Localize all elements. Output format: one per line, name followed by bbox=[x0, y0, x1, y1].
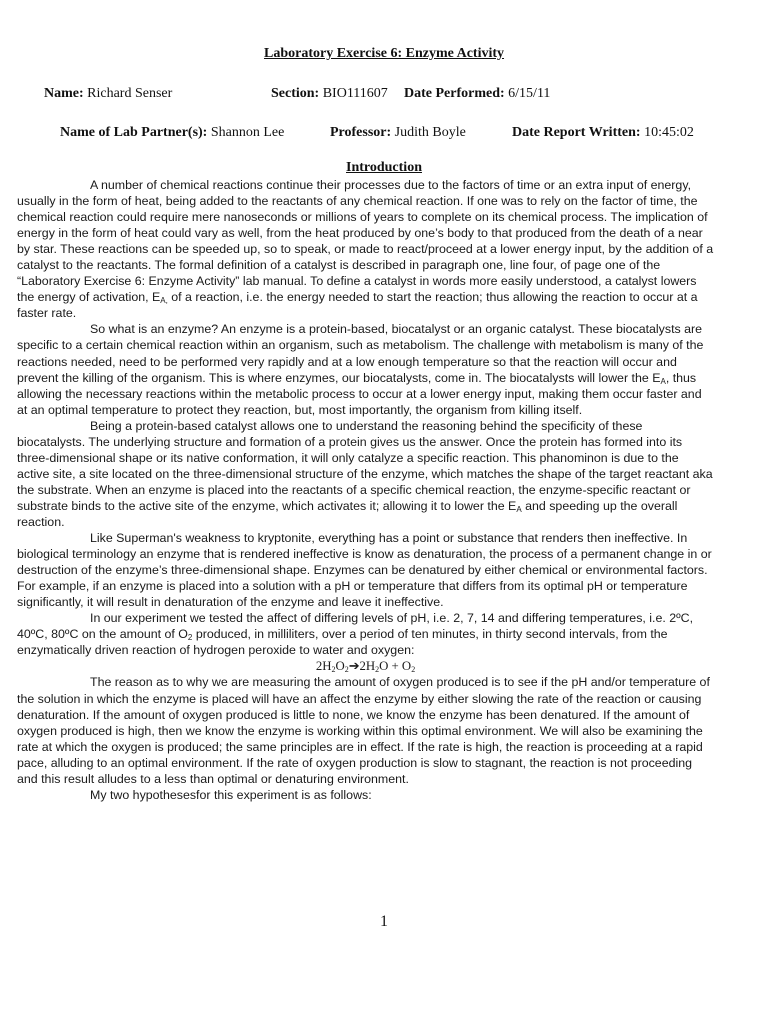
paragraph-experiment: In our experiment we tested the affect of differing levels of pH, i.e. 2, 7, 14 and differing temperatures, i.e. 2ºC, 40ºC, 80ºC on the amount of $O_2$ produced, in milliliters, over a period of ten minutes, in thirty second intervals, from the enzymatically driven reaction of hydrogen peroxide to water and oxygen: bbox=[17, 611, 694, 658]
professor-value: Judith Boyle bbox=[394, 125, 466, 140]
section-field bbox=[271, 86, 388, 102]
professor-label: Professor: bbox=[330, 125, 392, 140]
page-number: 1 bbox=[380, 913, 388, 930]
date-performed-field bbox=[404, 86, 550, 102]
date-written-value: 10:45:02 bbox=[644, 125, 694, 140]
lab-partner-label: Name of Lab Partner(s): bbox=[60, 125, 208, 140]
paragraph-specificity: Being a protein-based catalyst allows one to understand the reasoning behind the specificity of these biocatalysts. The underlying structure and formation of a protein gives us the answer. Once the protein has formed into its three-dimensional shape or its native conformation, it will only catalyze a specific reaction. This phanominon is due to the active site, a site located on the three-dimensional structure of the enzyme, which matches the shape of the target reactant aka the substrate. When an enzyme is placed into the reactants of a specific chemical reaction, the enzyme-specific reactant or substrate binds to the active site of the enzyme, which activates it; allowing it to lower the $E_A$ and speeding up the overall reaction. bbox=[17, 418, 713, 529]
lab-partner-value: Shannon Lee bbox=[210, 125, 285, 140]
paragraph-denaturation: Like Superman's weakness to kryptonite, everything has a point or substance that renders then ineffective. In biological terminology an enzyme that is rendered ineffective is know as denaturation, the process of a permanent change in or destruction of the enzyme’s three-dimensional shape. Enzymes can be denatured by either chemical or environmental factors. For example, if an enzyme is placed into a solution with a pH or temperature that differs from its optimal pH or temperature significantly, it will result in denaturation of the enzyme and leave it ineffective. bbox=[17, 531, 712, 610]
paragraph-enzyme: So what is an enzyme? An enzyme is a protein-based, biocatalyst or an organic catalyst. These biocatalysts are specific to a certain chemical reaction within an organism, such as metabolism. The challenge with metabolism is many of the reactions needed, need to be performed very rapidly and at a low enough temperature so that the reaction will occur and prevent the killing of the organism. This is where enzymes, our biocatalysts, come in. The biocatalysts will lower the $E_A$, thus allowing the necessary reactions within the metabolic process to occur at a lower energy input, making them occur faster and at an optimal temperature to protect they reaction, but, most importantly, the organism from killing itself. bbox=[17, 322, 704, 417]
reaction-equation: $2H_2O_2➔2H_2O + O_2$ bbox=[315, 659, 416, 675]
date-performed-value: 6/15/11 bbox=[508, 86, 551, 101]
paragraph-hypotheses: My two hypothesesfor this experiment is as follows: bbox=[90, 787, 372, 802]
name-value: Richard Senser bbox=[87, 86, 173, 101]
section-label: Section: bbox=[271, 86, 320, 101]
name-label: Name: bbox=[44, 86, 84, 101]
paragraph-catalyst: A number of chemical reactions continue their processes due to the factors of time or an extra input of energy, usually in the form of heat, being added to the reactants of any chemical reaction. If one was to rely on the factor of time, the chemical reaction could require mere nanoseconds or millions of years to complete on its chemical process. The implication of energy in the form of heat could vary as well, from the heat produced by one’s body to that produced from the death of a near by star. These reactions can be speeded up, so to speak, or made to react/proceed at a lower energy input, by the addition of a catalyst to the reactants. The formal definition of a catalyst is described in paragraph one, line four, of page one of the “Laboratory Exercise 6: Enzyme Activity” lab manual. To define a catalyst in words more easily understood, a catalyst lowers the energy of activation, $E_{A,}$ of a reaction, i.e. the energy needed to start the reaction; thus allowing the reaction to occur at a faster rate. bbox=[17, 178, 714, 321]
date-written-label: Date Report Written: bbox=[512, 125, 641, 140]
document-title: Laboratory Exercise 6: Enzyme Activity bbox=[263, 46, 505, 61]
professor-field bbox=[330, 125, 466, 141]
section-value: BIO111607 bbox=[322, 86, 388, 101]
date-performed-label: Date Performed: bbox=[404, 86, 505, 101]
date-written-field bbox=[512, 125, 694, 141]
arrow-icon: ➔ bbox=[348, 659, 360, 674]
lab-partner-field bbox=[60, 125, 284, 141]
paragraph-rationale: The reason as to why we are measuring the amount of oxygen produced is to see if the pH and/or temperature of the solution in which the enzyme is placed will have an affect the enzyme by either slowing the rate of the reaction or causing denaturation. If the amount of oxygen produced is little to none, we know the enzyme has been denatured. If the amount of oxygen produced is high, then we know the enzyme is working within this optimal environment. We will also be examining the rate at which the oxygen is produced; the same principles are in effect. If the rate is high, the reaction is proceeding at a rapid pace, alluding to an optimal environment. If the rate of oxygen production is slow to stagnant, the reaction is not proceeding and this result alludes to a less than optimal or denaturing environment. bbox=[17, 675, 710, 786]
introduction-body bbox=[17, 177, 714, 803]
name-field bbox=[44, 86, 172, 102]
introduction-heading: Introduction bbox=[346, 160, 422, 175]
